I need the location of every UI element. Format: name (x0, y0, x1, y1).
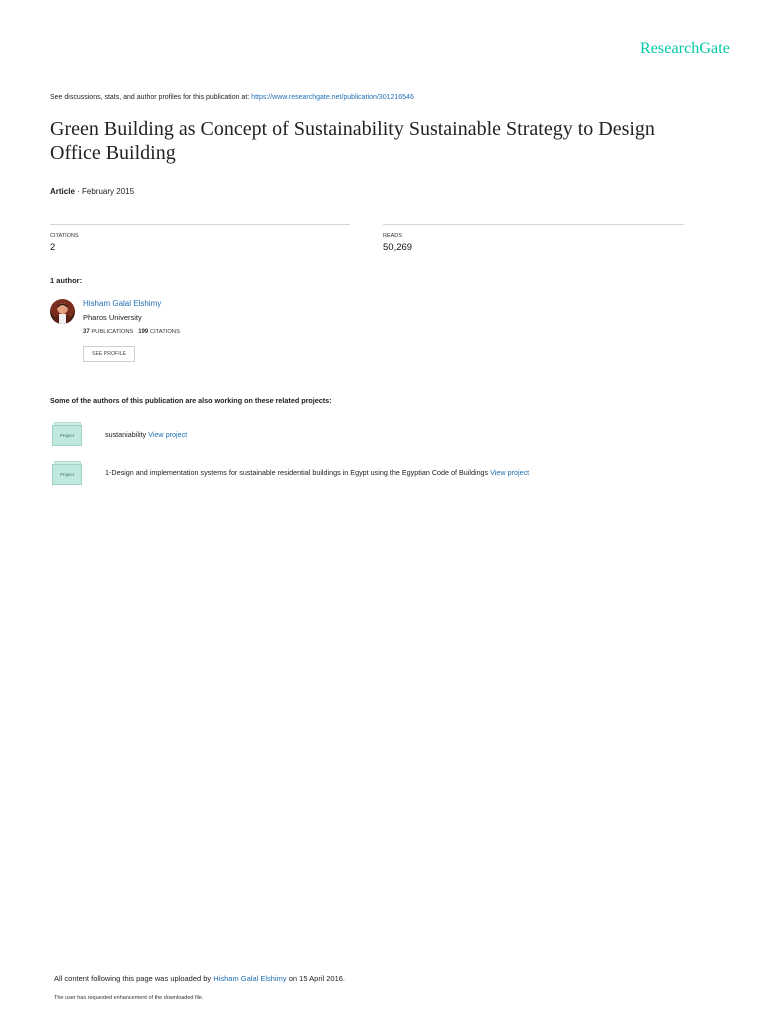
reads-value: 50,269 (383, 242, 413, 253)
publication-type: Article (50, 187, 75, 196)
enhancement-note: The user has requested enhancement of the downloaded file. (54, 995, 204, 1001)
author-publications-label: PUBLICATIONS (91, 329, 134, 335)
uploader-link[interactable]: Hisham Galal Elshimy (213, 974, 287, 983)
related-projects-heading: Some of the authors of this publication are also working on these related projects: (50, 396, 332, 405)
citations-label: CITATIONS (50, 233, 79, 239)
discussion-line (50, 94, 414, 101)
folder-label: Project (52, 464, 82, 485)
author-institution: Pharos University (83, 313, 142, 322)
publication-url-link[interactable]: https://www.researchgate.net/publication/301216546 (251, 94, 414, 101)
author-citations-label: CITATIONS (149, 329, 180, 335)
discussion-text: See discussions, stats, and author profiles for this publication at: (50, 94, 252, 101)
view-project-link[interactable]: View project (490, 468, 530, 477)
project-item (105, 430, 187, 439)
folder-label: Project (52, 425, 82, 446)
project-item (105, 468, 529, 477)
author-publications-count: 37 (83, 329, 90, 335)
upload-suffix: on 15 April 2016. (286, 974, 346, 983)
authors-heading: 1 author: (50, 276, 83, 285)
citations-value: 2 (50, 242, 56, 253)
publication-title: Green Building as Concept of Sustainability Sustainable Strategy to Design Office Building (50, 118, 655, 164)
project-folder-icon[interactable] (52, 461, 81, 484)
project-name: sustaniability (105, 430, 147, 439)
author-stats (83, 329, 180, 335)
citations-divider (50, 224, 350, 225)
author-citations-count: 199 (138, 329, 149, 335)
project-folder-icon[interactable] (52, 422, 81, 445)
see-profile-button[interactable]: SEE PROFILE (83, 346, 135, 362)
upload-prefix: All content following this page was uploaded by (54, 974, 214, 983)
publication-meta (50, 187, 134, 196)
reads-divider (383, 224, 684, 225)
project-name: 1-Design and implementation systems for sustainable residential buildings in Egypt using the Egyptian Code of Buildings (105, 468, 489, 477)
upload-notice (54, 974, 345, 983)
view-project-link[interactable]: View project (148, 430, 188, 439)
author-name-link[interactable]: Hisham Galal Elshimy (83, 299, 162, 308)
author-avatar[interactable] (50, 299, 75, 324)
researchgate-logo[interactable]: ResearchGate (639, 40, 730, 57)
person-icon (50, 299, 75, 324)
publication-date: · February 2015 (74, 187, 135, 196)
reads-label: READS (383, 233, 402, 239)
